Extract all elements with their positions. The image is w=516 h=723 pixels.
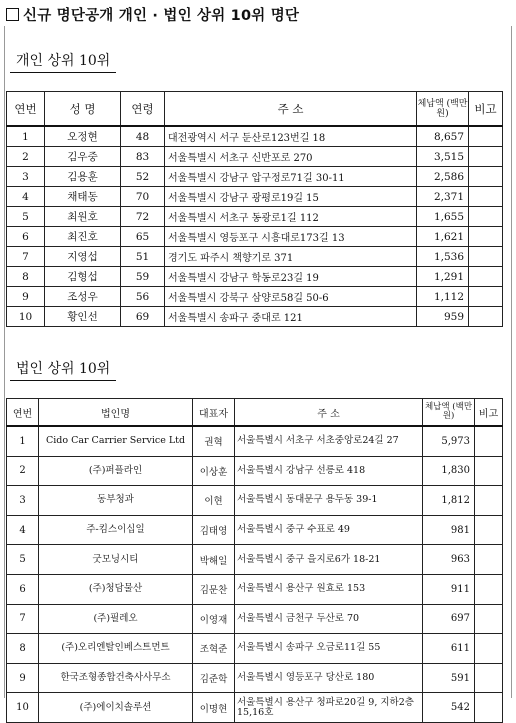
cell-amount: 697 xyxy=(423,604,475,634)
cell-address: 서울특별시 용산구 원효로 153 xyxy=(235,574,423,604)
cell-age: 51 xyxy=(121,247,165,267)
cell-name: 조성우 xyxy=(45,287,121,307)
page-title: 신규 명단공개 개인 · 법인 상위 10위 명단 xyxy=(6,4,299,25)
cell-representative: 박해일 xyxy=(193,545,235,575)
cell-amount: 1,812 xyxy=(423,486,475,516)
header-note: 비고 xyxy=(475,399,503,427)
cell-no: 6 xyxy=(7,574,39,604)
cell-address: 서울특별시 금천구 두산로 70 xyxy=(235,604,423,634)
cell-note xyxy=(469,287,503,307)
cell-amount: 959 xyxy=(417,307,469,327)
cell-name: 지영섭 xyxy=(45,247,121,267)
cell-no: 8 xyxy=(7,634,39,664)
table-row xyxy=(7,147,503,167)
cell-no: 2 xyxy=(7,147,45,167)
cell-address: 서울특별시 강남구 학동로23길 19 xyxy=(165,267,417,287)
table-row xyxy=(7,247,503,267)
cell-no: 8 xyxy=(7,267,45,287)
checkbox-square-icon xyxy=(6,8,19,21)
header-no: 연번 xyxy=(7,92,45,127)
cell-representative: 김준학 xyxy=(193,663,235,693)
cell-amount: 591 xyxy=(423,663,475,693)
cell-note xyxy=(475,693,503,723)
cell-no: 9 xyxy=(7,663,39,693)
cell-corp-name: (주)청담물산 xyxy=(39,574,193,604)
cell-address: 서울특별시 강북구 삼양로58길 50-6 xyxy=(165,287,417,307)
corporate-table xyxy=(6,398,503,723)
table-row xyxy=(7,267,503,287)
cell-name: 채태동 xyxy=(45,187,121,207)
cell-no: 7 xyxy=(7,604,39,634)
cell-representative: 조혁준 xyxy=(193,634,235,664)
cell-note xyxy=(469,227,503,247)
cell-amount: 1,655 xyxy=(417,207,469,227)
cell-corp-name: (주)필레오 xyxy=(39,604,193,634)
cell-representative: 권혁 xyxy=(193,426,235,456)
cell-age: 70 xyxy=(121,187,165,207)
header-no: 연번 xyxy=(7,399,39,427)
cell-note xyxy=(469,207,503,227)
cell-address: 서울특별시 강남구 압구정로71길 30-11 xyxy=(165,167,417,187)
table-row xyxy=(7,287,503,307)
cell-representative: 이영재 xyxy=(193,604,235,634)
cell-name: 최원호 xyxy=(45,207,121,227)
header-amount: 체납액 (백만원) xyxy=(417,92,469,127)
table-row xyxy=(7,126,503,147)
cell-no: 10 xyxy=(7,307,45,327)
cell-address: 서울특별시 서초구 서초중앙로24길 27 xyxy=(235,426,423,456)
cell-no: 9 xyxy=(7,287,45,307)
cell-name: 김형섭 xyxy=(45,267,121,287)
table-row xyxy=(7,634,503,664)
cell-note xyxy=(469,126,503,147)
table-row xyxy=(7,545,503,575)
table-row xyxy=(7,207,503,227)
cell-address: 서울특별시 동대문구 용두동 39-1 xyxy=(235,486,423,516)
cell-age: 69 xyxy=(121,307,165,327)
cell-amount: 2,586 xyxy=(417,167,469,187)
individual-section-label: 개인 상위 10위 xyxy=(10,50,116,73)
table-row xyxy=(7,187,503,207)
cell-note xyxy=(475,634,503,664)
cell-address: 서울특별시 강남구 선릉로 418 xyxy=(235,456,423,486)
cell-corp-name: (주)퍼플라인 xyxy=(39,456,193,486)
cell-no: 1 xyxy=(7,126,45,147)
cell-corp-name: 주-킴스이십일 xyxy=(39,515,193,545)
cell-corp-name: 동부청과 xyxy=(39,486,193,516)
cell-note xyxy=(475,663,503,693)
cell-representative: 이명현 xyxy=(193,693,235,723)
cell-age: 56 xyxy=(121,287,165,307)
header-name: 성 명 xyxy=(45,92,121,127)
header-representative: 대표자 xyxy=(193,399,235,427)
table-row xyxy=(7,426,503,456)
cell-address: 경기도 파주시 책향기로 371 xyxy=(165,247,417,267)
cell-address: 서울특별시 강남구 광평로19길 15 xyxy=(165,187,417,207)
table-row xyxy=(7,456,503,486)
cell-note xyxy=(469,267,503,287)
cell-amount: 963 xyxy=(423,545,475,575)
cell-name: 김우중 xyxy=(45,147,121,167)
cell-name: 최진호 xyxy=(45,227,121,247)
cell-amount: 1,291 xyxy=(417,267,469,287)
header-address: 주 소 xyxy=(235,399,423,427)
cell-amount: 981 xyxy=(423,515,475,545)
cell-amount: 1,536 xyxy=(417,247,469,267)
cell-no: 6 xyxy=(7,227,45,247)
cell-note xyxy=(475,604,503,634)
cell-address: 서울특별시 중구 을지로6가 18-21 xyxy=(235,545,423,575)
table-row xyxy=(7,167,503,187)
cell-corp-name: 굿모닝시티 xyxy=(39,545,193,575)
cell-address: 서울특별시 용산구 청파로20길 9, 지하2층 15,16호 xyxy=(235,693,423,723)
table-row xyxy=(7,486,503,516)
cell-no: 5 xyxy=(7,207,45,227)
cell-note xyxy=(475,545,503,575)
cell-amount: 8,657 xyxy=(417,126,469,147)
cell-amount: 1,621 xyxy=(417,227,469,247)
cell-corp-name: 한국조형종합건축사사무소 xyxy=(39,663,193,693)
cell-no: 1 xyxy=(7,426,39,456)
table-row xyxy=(7,307,503,327)
table-row xyxy=(7,663,503,693)
cell-representative: 김문찬 xyxy=(193,574,235,604)
individual-table xyxy=(6,91,503,327)
cell-representative: 이상훈 xyxy=(193,456,235,486)
cell-address: 서울특별시 영등포구 시흥대로173길 13 xyxy=(165,227,417,247)
cell-note xyxy=(469,187,503,207)
cell-amount: 542 xyxy=(423,693,475,723)
cell-no: 10 xyxy=(7,693,39,723)
cell-address: 서울특별시 송파구 중대로 121 xyxy=(165,307,417,327)
cell-age: 52 xyxy=(121,167,165,187)
cell-no: 4 xyxy=(7,187,45,207)
cell-representative: 김태영 xyxy=(193,515,235,545)
cell-address: 서울특별시 서초구 동광로1길 112 xyxy=(165,207,417,227)
cell-note xyxy=(475,486,503,516)
cell-amount: 1,830 xyxy=(423,456,475,486)
cell-amount: 5,973 xyxy=(423,426,475,456)
cell-address: 서울특별시 서초구 신반포로 270 xyxy=(165,147,417,167)
cell-amount: 3,515 xyxy=(417,147,469,167)
cell-amount: 911 xyxy=(423,574,475,604)
cell-address: 서울특별시 송파구 오금로11길 55 xyxy=(235,634,423,664)
cell-age: 59 xyxy=(121,267,165,287)
header-amount: 체납액 (백만원) xyxy=(423,399,475,427)
cell-note xyxy=(469,147,503,167)
cell-no: 2 xyxy=(7,456,39,486)
table-row xyxy=(7,574,503,604)
cell-address: 대전광역시 서구 둔산로123번길 18 xyxy=(165,126,417,147)
cell-corp-name: (주)에이치솔루션 xyxy=(39,693,193,723)
cell-note xyxy=(469,247,503,267)
header-note: 비고 xyxy=(469,92,503,127)
cell-age: 72 xyxy=(121,207,165,227)
cell-name: 김용훈 xyxy=(45,167,121,187)
cell-corp-name: Cido Car Carrier Service Ltd xyxy=(39,426,193,456)
cell-age: 65 xyxy=(121,227,165,247)
cell-amount: 1,112 xyxy=(417,287,469,307)
cell-address: 서울특별시 영등포구 당산로 180 xyxy=(235,663,423,693)
header-corp-name: 법인명 xyxy=(39,399,193,427)
header-address: 주 소 xyxy=(165,92,417,127)
cell-age: 48 xyxy=(121,126,165,147)
cell-no: 7 xyxy=(7,247,45,267)
table-row xyxy=(7,515,503,545)
cell-note xyxy=(475,456,503,486)
corporate-header-row xyxy=(7,399,503,427)
cell-note xyxy=(475,426,503,456)
table-row xyxy=(7,227,503,247)
cell-amount: 611 xyxy=(423,634,475,664)
corporate-section-label: 법인 상위 10위 xyxy=(10,358,116,381)
cell-no: 3 xyxy=(7,167,45,187)
cell-no: 5 xyxy=(7,545,39,575)
cell-no: 3 xyxy=(7,486,39,516)
cell-note xyxy=(475,574,503,604)
cell-amount: 2,371 xyxy=(417,187,469,207)
cell-name: 오정현 xyxy=(45,126,121,147)
table-row xyxy=(7,604,503,634)
cell-note xyxy=(469,307,503,327)
cell-note xyxy=(469,167,503,187)
cell-no: 4 xyxy=(7,515,39,545)
cell-corp-name: (주)오리엔탈인베스트먼트 xyxy=(39,634,193,664)
individual-header-row xyxy=(7,92,503,127)
cell-note xyxy=(475,515,503,545)
table-row xyxy=(7,693,503,723)
header-age: 연령 xyxy=(121,92,165,127)
cell-representative: 이현 xyxy=(193,486,235,516)
cell-name: 황인선 xyxy=(45,307,121,327)
cell-address: 서울특별시 중구 수표로 49 xyxy=(235,515,423,545)
cell-age: 83 xyxy=(121,147,165,167)
